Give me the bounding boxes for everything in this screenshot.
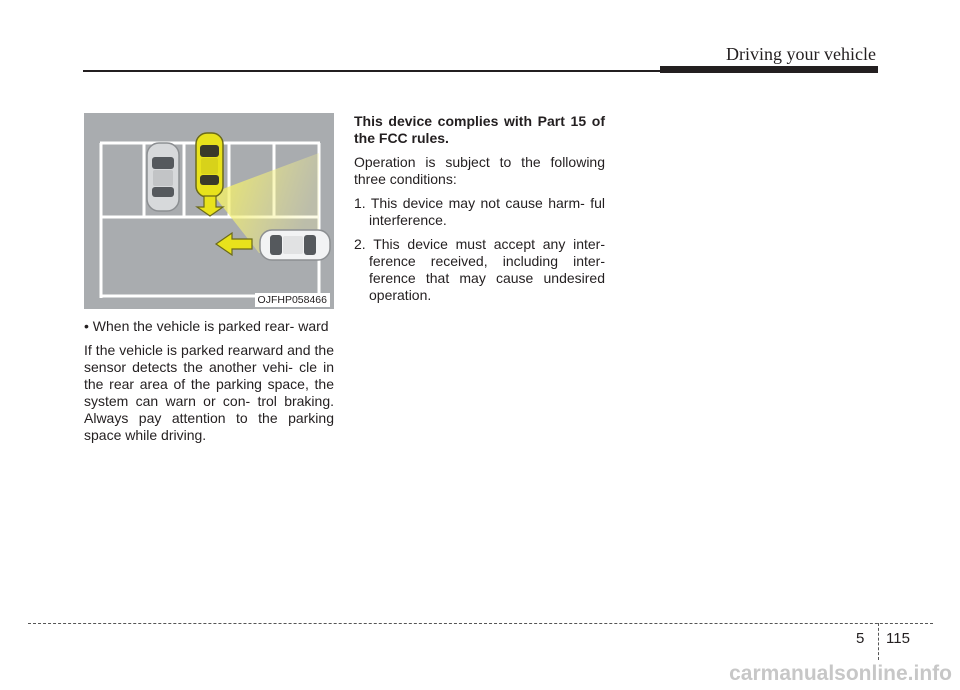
fcc-condition-1: 1. This device may not cause harm- ful interference.: [354, 195, 605, 228]
bullet-text: When the vehicle is parked rear- ward: [92, 318, 329, 334]
page-number: 115: [886, 630, 910, 647]
header-rule-accent: [660, 66, 878, 73]
figure-code: OJFHP058466: [255, 293, 330, 307]
fcc-intro: Operation is subject to the following three conditions:: [354, 154, 605, 187]
fcc-condition-2: 2. This device must accept any inter- ference received, including inter- ference that may cause undesired operation.: [354, 236, 605, 303]
parked-car-icon: [147, 143, 179, 211]
page-header-title: Driving your vehicle: [726, 44, 876, 64]
ego-car-icon: [196, 133, 223, 197]
bullet-item: • When the vehicle is parked rear- ward: [84, 318, 329, 334]
right-column: [354, 113, 605, 311]
approaching-car-icon: [260, 230, 330, 260]
footer-divider: [878, 623, 879, 660]
header-rule: [83, 70, 663, 72]
parking-lot-svg: [84, 113, 334, 309]
body-paragraph: If the vehicle is parked rearward and the sensor detects the another vehi- cle in the rear area of the parking space, the system can warn or con- trol braking. Always pay attention to the parking space while driving.: [84, 342, 334, 443]
chapter-number: 5: [856, 630, 865, 647]
parking-illustration: [84, 113, 334, 309]
footer-rule: [28, 623, 933, 624]
watermark: carmanualsonline.info: [729, 662, 952, 685]
left-column: [84, 318, 334, 451]
fcc-heading: This device complies with Part 15 of the FCC rules.: [354, 113, 605, 146]
